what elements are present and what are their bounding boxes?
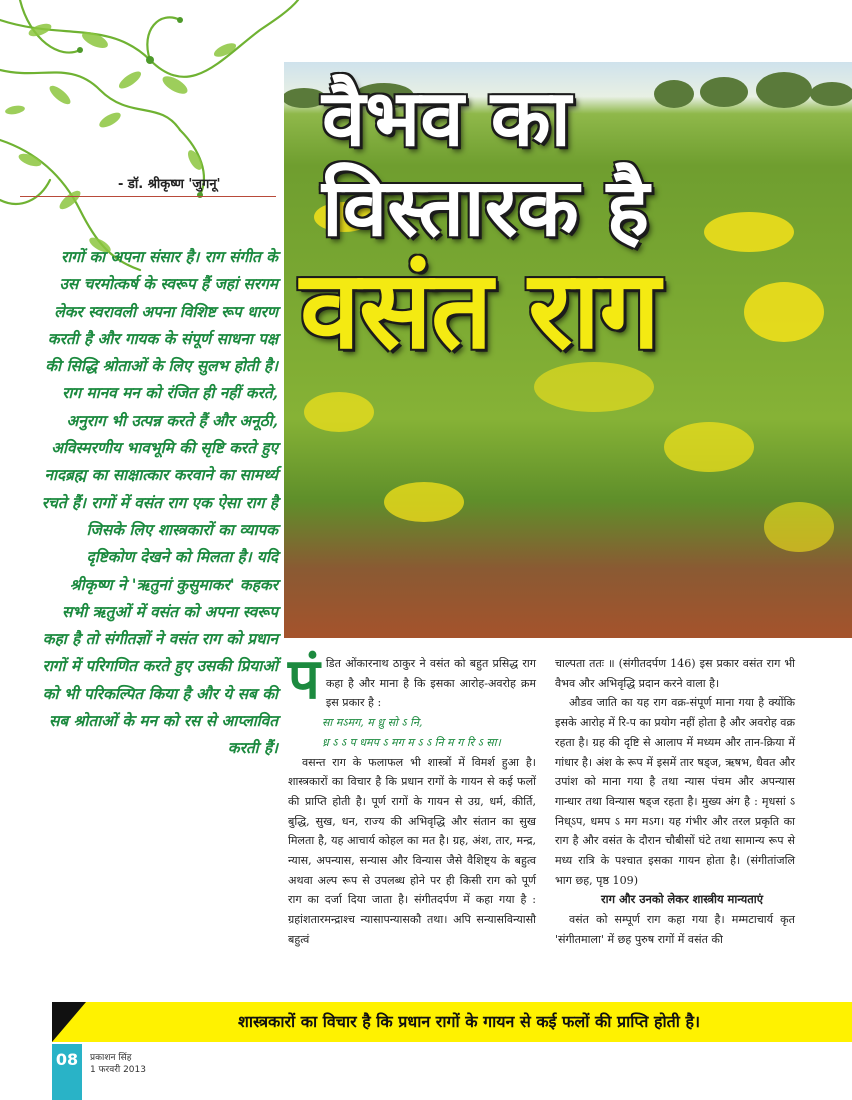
headline-line-2: विस्तारक है [322,161,650,254]
body-paragraph: चाल्पता ततः ॥ (संगीतदर्पण 146) इस प्रकार वसंत राग भी वैभव और अभिवृद्धि प्रदान करने वाला है। [555,657,795,690]
body-column-1 [288,647,536,950]
author-divider [20,196,276,197]
pullquote-text: शास्त्रकारों का विचार है कि प्रधान रागों के गायन से कई फलों की प्राप्ति होती है। [237,1012,701,1031]
issue-date: 1 फरवरी 2013 [90,1065,146,1075]
vine-decoration [0,0,300,280]
body-paragraph: औडव जाति का यह राग वक्र-संपूर्ण माना गया है क्योंकि इसके आरोह में रि-प का प्रयोग नहीं होता है और अवरोह वक्र रहता है। ग्रह की दृष्टि से आलाप में मध्यम और तान-क्रिया में गांधार है। अंश के रूप में इसमें तार षड्ज, ऋषभ, धैवत और उपांश को माना गया है तथा न्यास पंचम और अपन्यास गान्धार तथा विन्यास षड्ज रहता है। मुख्य अंग है : मृधसां ऽ निध्ऽप, धमप ऽ मग मऽग। यह गंभीर और तरल प्रकृति का राग है और वसंत के दौरान चौबीसों घंटे तथा सामान्य रूप से मध्य रात्रि के पश्चात इसका गायन होता है। (संगीतांजलि भाग छह, पृष्ठ 109) [555,696,795,887]
body-column-2 [555,654,795,950]
page-number: 08 [55,1050,79,1069]
body-paragraph: वसंत को सम्पूर्ण राग कहा गया है। मम्मटाचार्य कृत 'संगीतमाला' में छह पुरुष रागों में वसंत की [555,913,795,946]
sargam-line: ध्र ऽ ऽ प धमप ऽ मग म ऽ ऽ नि म ग रि ऽ सा। [322,735,501,749]
headline-line-1: वैभव का [322,74,571,164]
body-paragraph: डित ओंकारनाथ ठाकुर ने वसंत को बहुत प्रसिद्ध राग कहा है और माना है कि इसका आरोह-अवरोह क्रम इस प्रकार है : [325,657,536,710]
headline-line-3: वसंत राग [300,248,660,373]
body-paragraph: वसन्त राग के फलाफल भी शास्त्रों में विमर्श हुआ है। शास्त्रकारों का विचार है कि प्रधान रागों के गायन से कई फलों की प्राप्ति होती है। पूर्ण रागों के गायन से उग्र, धर्म, कीर्ति, बुद्धि, सुख, धन, राज्य की अभिवृद्धि और संतान का सुख मिलता है, यह आचार्य कोहल का मत है। ग्रह, अंश, तार, मन्द्र, न्यास, अपन्यास, सन्यास और विन्यास जैसे वैशिष्ट्य के बहुत्व अथवा अल्प रूप से उपलब्ध होने पर ही किसी राग को पूर्ण राग का दर्जा दिया जाता है। संगीतदर्पण में कहा गया है : ग्रहांशतारमन्द्राश्च न्यासापन्यासकौ तथा। अपि सन्यासविन्यासौ बहुत्वं [288,755,536,946]
intro-text: रागों का अपना संसार है। राग संगीत के उस चरमोत्कर्ष के स्वरूप हैं जहां सरगम लेकर स्वरावली अपना विशिष्ट रूप धारण करती है और गायक के संपूर्ण साधना पक्ष की सिद्धि श्रोताओं के लिए सुलभ होती है। राग मानव मन को रंजित ही नहीं करते, अनुराग भी उत्पन्न करते हैं और अनूठी, अविस्मरणीय भावभूमि की सृष्टि करते हुए नादब्रह्म का साक्षात्कार करवाने का सामर्थ्य रचते हैं। रागों में वसंत राग एक ऐसा राग है जिसके लिए शास्त्रकारों का व्यापक दृष्टिकोण देखने को मिलता है। यदि श्रीकृष्ण ने 'ऋतुनां कुसुमाकर' कहकर सभी ऋतुओं में वसंत को अपना स्वरूप कहा है तो संगीतज्ञों ने वसंत राग को प्रधान रागों में परिगणित करते हुए उसकी प्रियाओं को भी परिकल्पित किया है और ये सब की सब श्रोताओं के मन को रस से आप्लावित करती हैं। [41,248,278,758]
sargam-line: सा मऽमग, म ध्रु सो ऽ नि, [322,716,423,730]
publication-name: प्रकाशन सिंह [90,1053,132,1063]
author-byline: - डॉ. श्रीकृष्ण 'जुगनू' [118,177,221,192]
drop-cap: पं [288,647,320,712]
section-subheading: राग और उनको लेकर शास्त्रीय मान्यताएं [601,892,763,907]
band-corner-triangle [52,1002,86,1042]
